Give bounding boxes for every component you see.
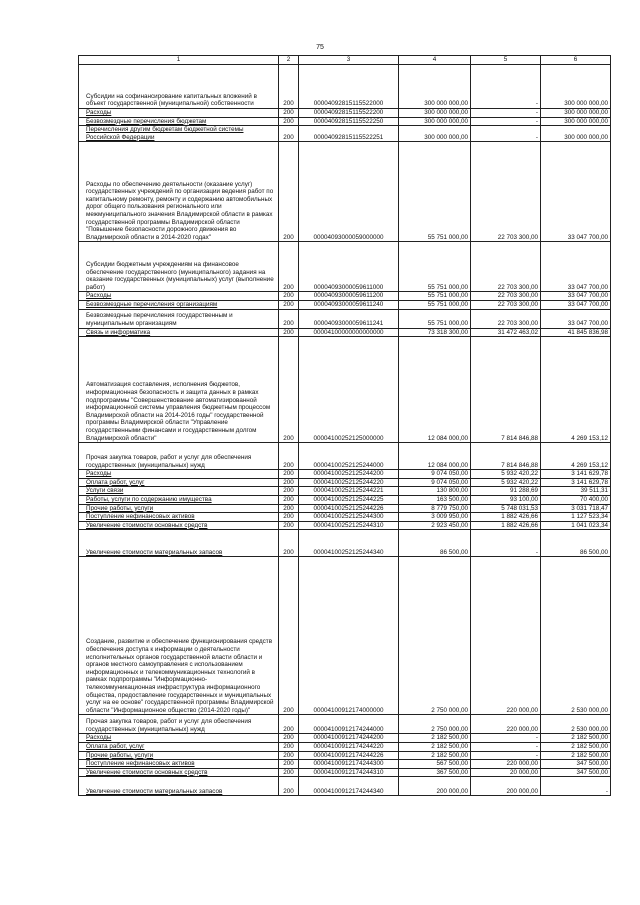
- table-row: [79, 109, 611, 118]
- line-code-cell: 200: [279, 478, 299, 487]
- description-cell: Создание, развитие и обеспечение функционирования средств обеспечения доступа к информации о деятельности исполнительных органов государственной власти области и органов местного самоуправления с использованием информационных и телекоммуникационных технологий в рамках подпрограммы "Информационно-телекоммуникационная инфраструктура информационного общества, предоставление государственных и муниципальных услуг на ее основе" государственной программы Владимирской области "Информационное общество (2014-2020 годы)": [79, 557, 279, 715]
- description-cell: Увеличение стоимости материальных запасов: [79, 530, 279, 557]
- classification-code-cell: 00004100912174244226: [299, 751, 399, 760]
- line-code-cell: 200: [279, 126, 299, 142]
- table-row: [79, 530, 611, 557]
- executed-amount-cell: 5 932 420,22: [471, 470, 541, 479]
- table-row: [79, 521, 611, 530]
- executed-amount-cell: 22 703 300,00: [471, 300, 541, 309]
- remaining-amount-cell: 2 530 000,00: [541, 715, 611, 734]
- table-row: [79, 715, 611, 734]
- approved-amount-cell: 9 074 050,00: [399, 470, 471, 479]
- line-code-cell: 200: [279, 513, 299, 522]
- executed-amount-cell: -: [471, 734, 541, 743]
- classification-code-cell: 00004100252125244310: [299, 521, 399, 530]
- classification-code-cell: 00004093000059611241: [299, 309, 399, 328]
- classification-code-cell: 00004093000059611200: [299, 292, 399, 301]
- executed-amount-cell: 7 814 846,88: [471, 443, 541, 470]
- executed-amount-cell: 22 703 300,00: [471, 292, 541, 301]
- executed-amount-cell: 7 814 846,88: [471, 337, 541, 443]
- remaining-amount-cell: 33 047 700,00: [541, 292, 611, 301]
- header-cell: 3: [299, 56, 399, 65]
- line-code-cell: 200: [279, 530, 299, 557]
- remaining-amount-cell: 33 047 700,00: [541, 300, 611, 309]
- table-row: [79, 777, 611, 796]
- description-cell: Прочие работы, услуги: [79, 751, 279, 760]
- approved-amount-cell: 55 751 000,00: [399, 300, 471, 309]
- remaining-amount-cell: 300 000 000,00: [541, 126, 611, 142]
- line-code-cell: 200: [279, 142, 299, 242]
- table-row: [79, 478, 611, 487]
- remaining-amount-cell: 2 182 500,00: [541, 734, 611, 743]
- approved-amount-cell: 12 084 000,00: [399, 337, 471, 443]
- approved-amount-cell: 73 318 300,00: [399, 328, 471, 337]
- description-cell: Расходы: [79, 734, 279, 743]
- remaining-amount-cell: 4 269 153,12: [541, 337, 611, 443]
- approved-amount-cell: 55 751 000,00: [399, 142, 471, 242]
- description-cell: Расходы: [79, 470, 279, 479]
- line-code-cell: 200: [279, 65, 299, 109]
- executed-amount-cell: -: [471, 126, 541, 142]
- description-cell: Расходы: [79, 109, 279, 118]
- description-cell: Расходы: [79, 292, 279, 301]
- approved-amount-cell: 55 751 000,00: [399, 242, 471, 292]
- approved-amount-cell: 2 182 500,00: [399, 734, 471, 743]
- table-row: [79, 65, 611, 109]
- classification-code-cell: 00004100912174244310: [299, 768, 399, 777]
- executed-amount-cell: 220 000,00: [471, 760, 541, 769]
- approved-amount-cell: 12 084 000,00: [399, 443, 471, 470]
- classification-code-cell: 00004093000059000000: [299, 142, 399, 242]
- table-row: [79, 734, 611, 743]
- table-row: [79, 513, 611, 522]
- remaining-amount-cell: 1 127 523,34: [541, 513, 611, 522]
- description-cell: Прочая закупка товаров, работ и услуг для обеспечения государственных (муниципальных) нужд: [79, 443, 279, 470]
- classification-code-cell: 00004092815115522250: [299, 117, 399, 126]
- approved-amount-cell: 200 000,00: [399, 777, 471, 796]
- approved-amount-cell: 300 000 000,00: [399, 65, 471, 109]
- table-row: [79, 557, 611, 715]
- executed-amount-cell: 91 288,69: [471, 487, 541, 496]
- classification-code-cell: 00004100252125244000: [299, 443, 399, 470]
- table-row: [79, 337, 611, 443]
- description-cell: Безвозмездные перечисления бюджетам: [79, 117, 279, 126]
- line-code-cell: 200: [279, 521, 299, 530]
- line-code-cell: 200: [279, 504, 299, 513]
- remaining-amount-cell: 86 500,00: [541, 530, 611, 557]
- classification-code-cell: 00004093000059611240: [299, 300, 399, 309]
- description-cell: Оплата работ, услуг: [79, 742, 279, 751]
- approved-amount-cell: 367 500,00: [399, 768, 471, 777]
- remaining-amount-cell: 41 845 836,98: [541, 328, 611, 337]
- line-code-cell: 200: [279, 443, 299, 470]
- remaining-amount-cell: 1 041 023,34: [541, 521, 611, 530]
- approved-amount-cell: 9 074 050,00: [399, 478, 471, 487]
- approved-amount-cell: 86 500,00: [399, 530, 471, 557]
- description-cell: Перечисления другим бюджетам бюджетной системы Российской Федерации: [79, 126, 279, 142]
- description-cell: Безвозмездные перечисления организациям: [79, 300, 279, 309]
- table-row: [79, 487, 611, 496]
- approved-amount-cell: 55 751 000,00: [399, 309, 471, 328]
- remaining-amount-cell: 3 141 629,78: [541, 470, 611, 479]
- approved-amount-cell: 2 182 500,00: [399, 751, 471, 760]
- executed-amount-cell: 22 703 300,00: [471, 142, 541, 242]
- table-row: [79, 443, 611, 470]
- executed-amount-cell: 5 932 420,22: [471, 478, 541, 487]
- table-row: [79, 742, 611, 751]
- header-cell: 2: [279, 56, 299, 65]
- remaining-amount-cell: 33 047 700,00: [541, 142, 611, 242]
- classification-code-cell: 00004100912174244000: [299, 715, 399, 734]
- remaining-amount-cell: 300 000 000,00: [541, 117, 611, 126]
- remaining-amount-cell: 39 511,31: [541, 487, 611, 496]
- classification-code-cell: 00004093000059611000: [299, 242, 399, 292]
- approved-amount-cell: 8 779 750,00: [399, 504, 471, 513]
- approved-amount-cell: 2 923 450,00: [399, 521, 471, 530]
- approved-amount-cell: 2 750 000,00: [399, 557, 471, 715]
- line-code-cell: 200: [279, 734, 299, 743]
- description-cell: Поступление нефинансовых активов: [79, 513, 279, 522]
- classification-code-cell: 00004092815115522000: [299, 65, 399, 109]
- approved-amount-cell: 55 751 000,00: [399, 292, 471, 301]
- executed-amount-cell: -: [471, 65, 541, 109]
- table-row: [79, 242, 611, 292]
- table-row: [79, 142, 611, 242]
- executed-amount-cell: 5 748 031,53: [471, 504, 541, 513]
- executed-amount-cell: -: [471, 530, 541, 557]
- classification-code-cell: 00004100252125000000: [299, 337, 399, 443]
- classification-code-cell: 00004100000000000000: [299, 328, 399, 337]
- table-row: [79, 126, 611, 142]
- executed-amount-cell: 22 703 300,00: [471, 242, 541, 292]
- classification-code-cell: 00004100912174244300: [299, 760, 399, 769]
- remaining-amount-cell: 70 400,00: [541, 495, 611, 504]
- classification-code-cell: 00004100912174000000: [299, 557, 399, 715]
- table-row: [79, 760, 611, 769]
- remaining-amount-cell: 33 047 700,00: [541, 309, 611, 328]
- remaining-amount-cell: 4 269 153,12: [541, 443, 611, 470]
- line-code-cell: 200: [279, 751, 299, 760]
- classification-code-cell: 00004100912174244220: [299, 742, 399, 751]
- remaining-amount-cell: 3 141 629,78: [541, 478, 611, 487]
- line-code-cell: 200: [279, 742, 299, 751]
- approved-amount-cell: 300 000 000,00: [399, 109, 471, 118]
- description-cell: Расходы по обеспечению деятельности (оказание услуг) государственных учреждений по организации ведения работ по капитальному ремонту, ремонту и содержанию автомобильных дорог общего пользования регионального или межмуниципального значения Владимирской области в рамках государственной программы Владимирской области "Повышение безопасности дорожного движения во Владимирской области в 2014-2020 годах": [79, 142, 279, 242]
- approved-amount-cell: 567 500,00: [399, 760, 471, 769]
- remaining-amount-cell: 33 047 700,00: [541, 242, 611, 292]
- executed-amount-cell: -: [471, 751, 541, 760]
- header-row: [79, 56, 611, 65]
- line-code-cell: 200: [279, 337, 299, 443]
- approved-amount-cell: 2 750 000,00: [399, 715, 471, 734]
- line-code-cell: 200: [279, 715, 299, 734]
- remaining-amount-cell: 300 000 000,00: [541, 65, 611, 109]
- line-code-cell: 200: [279, 292, 299, 301]
- line-code-cell: 200: [279, 487, 299, 496]
- line-code-cell: 200: [279, 309, 299, 328]
- classification-code-cell: 00004100252125244300: [299, 513, 399, 522]
- classification-code-cell: 00004100912174244200: [299, 734, 399, 743]
- description-cell: Услуги связи: [79, 487, 279, 496]
- executed-amount-cell: 20 000,00: [471, 768, 541, 777]
- executed-amount-cell: -: [471, 109, 541, 118]
- approved-amount-cell: 2 182 500,00: [399, 742, 471, 751]
- description-cell: Безвозмездные перечисления государственным и муниципальным организациям: [79, 309, 279, 328]
- header-cell: 1: [79, 56, 279, 65]
- executed-amount-cell: 22 703 300,00: [471, 309, 541, 328]
- classification-code-cell: 00004100252125244200: [299, 470, 399, 479]
- line-code-cell: 200: [279, 117, 299, 126]
- remaining-amount-cell: 300 000 000,00: [541, 109, 611, 118]
- classification-code-cell: 00004100252125244221: [299, 487, 399, 496]
- description-cell: Автоматизация составления, исполнения бюджетов, информационная безопасность и защита данных в рамках подпрограммы "Совершенствование автоматизированной информационной системы управления бюджетным процессом Владимирской области на 2014-2016 годы" государственной программы Владимирской области "Управление государственными финансами и государственным долгом Владимирской области": [79, 337, 279, 443]
- description-cell: Связь и информатика: [79, 328, 279, 337]
- remaining-amount-cell: 2 182 500,00: [541, 751, 611, 760]
- table-row: [79, 117, 611, 126]
- line-code-cell: 200: [279, 760, 299, 769]
- line-code-cell: 200: [279, 109, 299, 118]
- description-cell: Увеличение стоимости материальных запасов: [79, 777, 279, 796]
- description-cell: Поступление нефинансовых активов: [79, 760, 279, 769]
- remaining-amount-cell: 3 031 718,47: [541, 504, 611, 513]
- table-row: [79, 300, 611, 309]
- executed-amount-cell: 1 882 426,66: [471, 521, 541, 530]
- table-row: [79, 768, 611, 777]
- line-code-cell: 200: [279, 777, 299, 796]
- line-code-cell: 200: [279, 495, 299, 504]
- approved-amount-cell: 163 500,00: [399, 495, 471, 504]
- description-cell: Работы, услуги по содержанию имущества: [79, 495, 279, 504]
- classification-code-cell: 00004092815115522251: [299, 126, 399, 142]
- remaining-amount-cell: 347 500,00: [541, 760, 611, 769]
- table-row: [79, 292, 611, 301]
- approved-amount-cell: 3 009 950,00: [399, 513, 471, 522]
- description-cell: Субсидии на софинансирование капитальных вложений в объект государственной (муниципальной) собственности: [79, 65, 279, 109]
- description-cell: Прочие работы, услуги: [79, 504, 279, 513]
- table-row: [79, 504, 611, 513]
- line-code-cell: 200: [279, 470, 299, 479]
- executed-amount-cell: 220 000,00: [471, 557, 541, 715]
- executed-amount-cell: -: [471, 742, 541, 751]
- executed-amount-cell: 1 882 426,66: [471, 513, 541, 522]
- line-code-cell: 200: [279, 300, 299, 309]
- executed-amount-cell: 200 000,00: [471, 777, 541, 796]
- line-code-cell: 200: [279, 242, 299, 292]
- header-cell: 4: [399, 56, 471, 65]
- remaining-amount-cell: 2 182 500,00: [541, 742, 611, 751]
- line-code-cell: 200: [279, 557, 299, 715]
- remaining-amount-cell: -: [541, 777, 611, 796]
- approved-amount-cell: 300 000 000,00: [399, 126, 471, 142]
- table-row: [79, 470, 611, 479]
- remaining-amount-cell: 2 530 000,00: [541, 557, 611, 715]
- line-code-cell: 200: [279, 328, 299, 337]
- header-cell: 6: [541, 56, 611, 65]
- table-row: [79, 495, 611, 504]
- header-cell: 5: [471, 56, 541, 65]
- classification-code-cell: 00004092815115522200: [299, 109, 399, 118]
- executed-amount-cell: 31 472 463,02: [471, 328, 541, 337]
- approved-amount-cell: 300 000 000,00: [399, 117, 471, 126]
- description-cell: Прочая закупка товаров, работ и услуг для обеспечения государственных (муниципальных) нужд: [79, 715, 279, 734]
- description-cell: Оплата работ, услуг: [79, 478, 279, 487]
- line-code-cell: 200: [279, 768, 299, 777]
- executed-amount-cell: 93 100,00: [471, 495, 541, 504]
- executed-amount-cell: -: [471, 117, 541, 126]
- executed-amount-cell: 220 000,00: [471, 715, 541, 734]
- approved-amount-cell: 130 800,00: [399, 487, 471, 496]
- classification-code-cell: 00004100252125244340: [299, 530, 399, 557]
- classification-code-cell: 00004100252125244220: [299, 478, 399, 487]
- table-row: [79, 751, 611, 760]
- page-number: 75: [316, 44, 324, 51]
- description-cell: Увеличение стоимости основных средств: [79, 768, 279, 777]
- description-cell: Увеличение стоимости основных средств: [79, 521, 279, 530]
- budget-table: [78, 55, 611, 796]
- remaining-amount-cell: 347 500,00: [541, 768, 611, 777]
- classification-code-cell: 00004100912174244340: [299, 777, 399, 796]
- classification-code-cell: 00004100252125244226: [299, 504, 399, 513]
- description-cell: Субсидии бюджетным учреждениям на финансовое обеспечение государственного (муниципального) задания на оказание государственных (муниципальных) услуг (выполнение работ): [79, 242, 279, 292]
- classification-code-cell: 00004100252125244225: [299, 495, 399, 504]
- table-row: [79, 309, 611, 328]
- table-row: [79, 328, 611, 337]
